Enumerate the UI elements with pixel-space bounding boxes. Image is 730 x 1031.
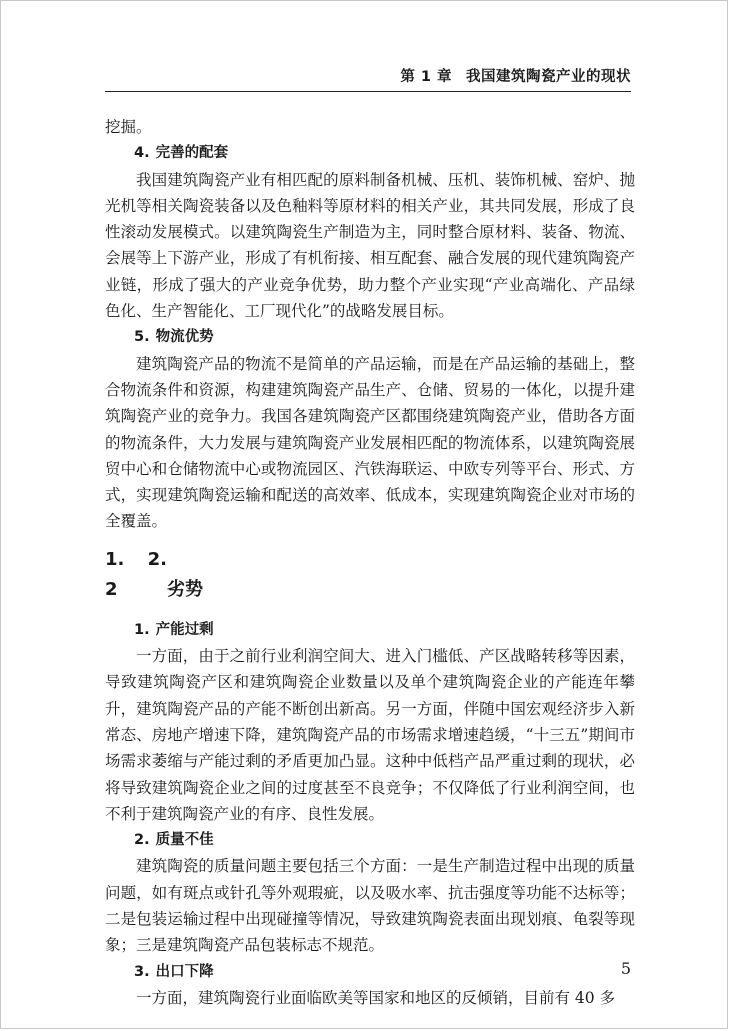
subheading-number: 2. (134, 832, 150, 849)
subheading-title: 完善的配套 (155, 145, 229, 162)
subheading-overcapacity (105, 617, 635, 643)
subheading-title: 出口下降 (155, 963, 214, 980)
subheading-export (105, 959, 635, 985)
subheading-quality (105, 827, 635, 853)
section-number: 1. 2. 2 (105, 548, 167, 600)
chapter-number: 第 1 章 (400, 69, 452, 85)
paragraph-export: 一方面，建筑陶瓷行业面临欧美等国家和地区的反倾销，目前有 40 多 (136, 988, 616, 1007)
subheading-title: 质量不佳 (155, 832, 214, 849)
running-header (400, 65, 631, 86)
subheading-number: 1. (134, 621, 150, 638)
paragraph-continued: 挖掘。 (105, 118, 152, 136)
paragraph-supporting: 我国建筑陶瓷产业有相匹配的原料制备机械、压机、装饰机械、窑炉、抛光机等相关陶瓷装备以及色釉料等原材料的相关产业，其共同发展，形成了良性滚动发展模式。以建筑陶瓷生产制造为主，同时整合原材料、装备、物流、会展等上下游产业，形成了有机衔接、相互配套、融合发展的现代建筑陶瓷产业链，形成了强大的产业竞争优势，助力整个产业实现“产业高端化、产品绿色化、生产智能化、工厂现代化”的战略发展目标。 (105, 170, 635, 321)
subheading-logistics (105, 324, 635, 350)
subheading-title: 产能过剩 (155, 621, 214, 638)
page-body (105, 114, 635, 1011)
section-title: 劣势 (167, 578, 203, 600)
paragraph-logistics: 建筑陶瓷产品的物流不是简单的产品运输，而是在产品运输的基础上，整合物流条件和资源，构建建筑陶瓷产品生产、仓储、贸易的一体化，以提升建筑陶瓷产业的竞争力。我国各建筑陶瓷产区都围绕建筑陶瓷产业，借助各方面的物流条件，大力发展与建筑陶瓷产业发展相匹配的物流体系，以建筑陶瓷展贸中心和仓储物流中心或物流园区、汽铁海联运、中欧专列等平台、形式、方式，实现建筑陶瓷运输和配送的高效率、低成本，实现建筑陶瓷企业对市场的全覆盖。 (105, 354, 635, 531)
paragraph-overcapacity: 一方面，由于之前行业利润空间大、进入门槛低、产区战略转移等因素，导致建筑陶瓷产区和建筑陶瓷企业数量以及单个建筑陶瓷企业的产能连年攀升，建筑陶瓷产品的产能不断创出新高。另一方面，伴随中国宏观经济步入新常态、房地产增速下降，建筑陶瓷产品的市场需求增速趋缓，“十三五”期间市场需求萎缩与产能过剩的矛盾更加凸显。这种中低档产品严重过剩的现状，必将导致建筑陶瓷企业之间的过度甚至不良竞争；不仅降低了行业利润空间，也不利于建筑陶瓷产业的有序、良性发展。 (105, 647, 635, 823)
subheading-number: 3. (134, 963, 150, 980)
subheading-number: 4. (134, 145, 150, 162)
subheading-complete-supporting (105, 140, 635, 166)
subheading-title: 物流优势 (155, 329, 214, 346)
section-heading (105, 545, 635, 605)
header-rule (105, 91, 631, 92)
chapter-title: 我国建筑陶瓷产业的现状 (466, 69, 631, 85)
paragraph-quality: 建筑陶瓷的质量问题主要包括三个方面：一是生产制造过程中出现的质量问题，如有斑点或针孔等外观瑕疵，以及吸水率、抗击强度等功能不达标等；二是包装运输过程中出现碰撞等情况，导致建筑陶瓷表面出现划痕、龟裂等现象；三是建筑陶瓷产品包装标志不规范。 (105, 857, 635, 955)
page-number: 5 (620, 959, 631, 978)
subheading-number: 5. (134, 329, 150, 346)
